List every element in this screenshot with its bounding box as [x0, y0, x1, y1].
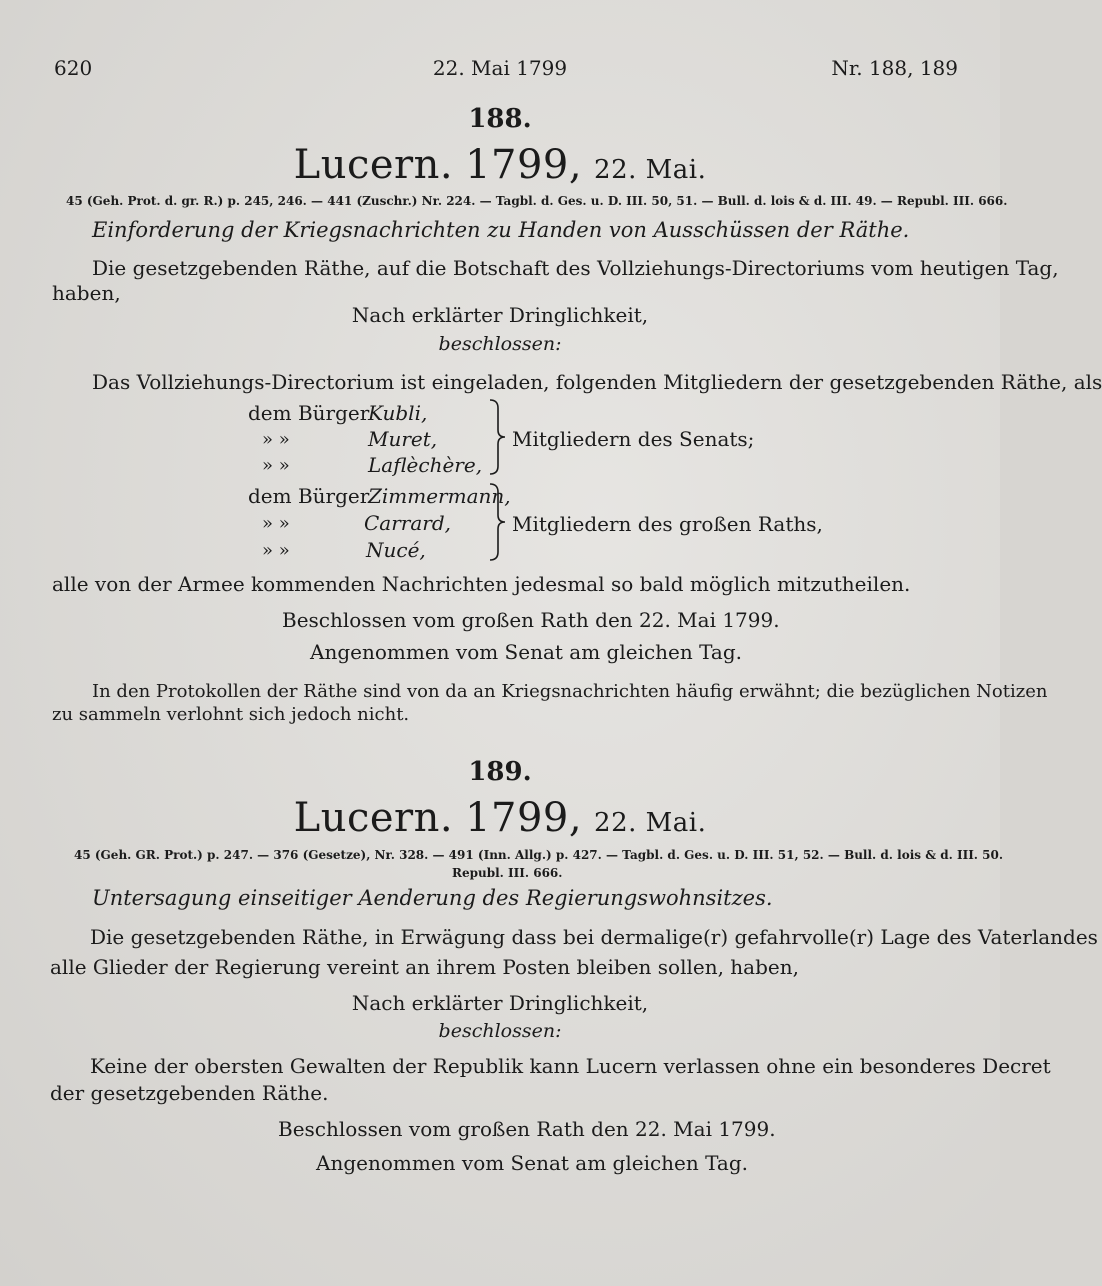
- council-member-2: Carrard,: [364, 511, 451, 535]
- document-heading-189: [0, 795, 1000, 841]
- document-number-189: 189.: [468, 757, 532, 787]
- accepted-by-189: Angenommen vom Senat am gleichen Tag.: [316, 1151, 748, 1175]
- brace-senate: [486, 398, 508, 476]
- resolved-188: beschlossen:: [438, 333, 562, 355]
- accepted-by-188: Angenommen vom Senat am gleichen Tag.: [310, 640, 742, 664]
- urgency-188: Nach erklärter Dringlichkeit,: [351, 303, 649, 327]
- heading-location: Lucern.: [293, 142, 454, 188]
- heading-location: Lucern.: [293, 795, 454, 841]
- heading-year: 1799,: [465, 142, 583, 188]
- references-189-line-1: 45 (Geh. GR. Prot.) p. 247. — 376 (Gesetze), Nr. 328. — 491 (Inn. Allg.) p. 427. — Tagbl. d. Ges. u. D. III. 51, 52. — Bull. d. lois & d. III. 50.: [74, 848, 1004, 862]
- senate-member-1: Kubli,: [368, 401, 428, 425]
- ditto-mark: » »: [262, 429, 290, 450]
- heading-date: 22. Mai.: [594, 808, 707, 838]
- intro-line-2-189: alle Glieder der Regierung vereint an ihrem Posten bleiben sollen, haben,: [50, 955, 799, 979]
- decree-line-188: Das Vollziehungs-Directorium ist eingeladen, folgenden Mitgliedern der gesetzgebenden Räthe, als: [92, 370, 1102, 394]
- references-189-line-2: Republ. III. 666.: [452, 866, 563, 880]
- document-number-188: 188.: [468, 104, 532, 134]
- senate-label: Mitgliedern des Senats;: [512, 427, 755, 451]
- document-title-189: Untersagung einseitiger Aenderung des Regierungswohnsitzes.: [92, 886, 773, 910]
- heading-year: 1799,: [465, 795, 583, 841]
- urgency-189: Nach erklärter Dringlichkeit,: [351, 991, 649, 1015]
- council-member-1: Zimmermann,: [368, 484, 511, 508]
- senate-prefix: dem Bürger: [248, 401, 370, 425]
- senate-member-2: Muret,: [368, 427, 438, 451]
- resolved-189: beschlossen:: [438, 1020, 562, 1042]
- decree-line-1-189: Keine der obersten Gewalten der Republik kann Lucern verlassen ohne ein besonderes Decret: [90, 1054, 1051, 1078]
- council-member-3: Nucé,: [366, 538, 426, 562]
- header-section-numbers: Nr. 188, 189: [831, 56, 958, 80]
- ditto-mark: » »: [262, 455, 290, 476]
- senate-member-3: Laflèchère,: [368, 453, 483, 477]
- heading-date: 22. Mai.: [594, 155, 707, 185]
- intro-line-1-188: Die gesetzgebenden Räthe, auf die Botschaft des Vollziehungs-Directoriums vom heutigen Tag,: [92, 256, 1059, 280]
- resolved-by-189: Beschlossen vom großen Rath den 22. Mai 1799.: [278, 1117, 776, 1141]
- decree-line-2-189: der gesetzgebenden Räthe.: [50, 1081, 329, 1105]
- council-label: Mitgliedern des großen Raths,: [512, 512, 823, 536]
- ditto-mark: » »: [262, 513, 290, 534]
- closing-line-188: alle von der Armee kommenden Nachrichten jedesmal so bald möglich mitzutheilen.: [52, 572, 911, 596]
- page-number: 620: [54, 56, 93, 80]
- council-prefix: dem Bürger: [248, 484, 370, 508]
- intro-line-1-189: Die gesetzgebenden Räthe, in Erwägung dass bei dermalige(r) gefahrvolle(r) Lage des Vaterlandes: [90, 925, 1098, 949]
- resolved-by-188: Beschlossen vom großen Rath den 22. Mai 1799.: [282, 608, 780, 632]
- document-title-188: Einforderung der Kriegsnachrichten zu Handen von Ausschüssen der Räthe.: [92, 218, 910, 242]
- note-line-1-188: In den Protokollen der Räthe sind von da an Kriegsnachrichten häufig erwähnt; die bezüglichen Notizen: [92, 681, 1048, 702]
- references-188: 45 (Geh. Prot. d. gr. R.) p. 245, 246. — 441 (Zuschr.) Nr. 224. — Tagbl. d. Ges. u. D. III. 50, 51. — Bull. d. lois & d. III. 49. — Republ. III. 666.: [66, 194, 1008, 208]
- document-heading-188: [0, 142, 1000, 188]
- brace-council: [486, 482, 508, 562]
- intro-line-2-188: haben,: [52, 281, 121, 305]
- ditto-mark: » »: [262, 540, 290, 561]
- header-date: 22. Mai 1799: [432, 56, 568, 80]
- note-line-2-188: zu sammeln verlohnt sich jedoch nicht.: [52, 704, 410, 725]
